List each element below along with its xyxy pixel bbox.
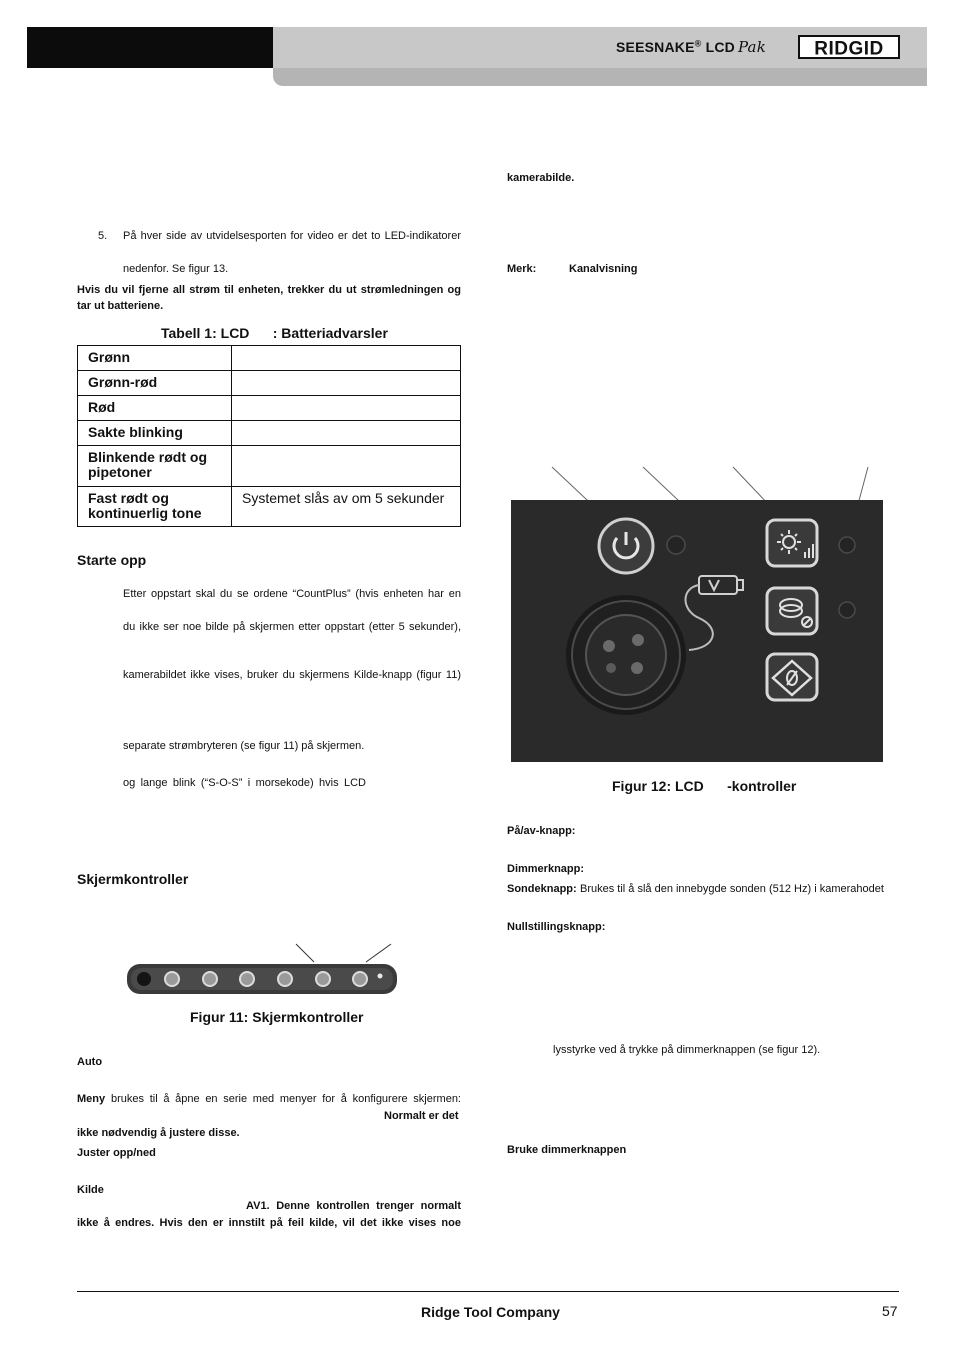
table-row [78,396,461,421]
table-cell: Fast rødt og kontinuerlig tone [78,487,232,527]
table-cell: Rød [78,396,232,421]
paragraph-line: kamerabilde. [507,172,575,184]
table-cell [232,371,461,396]
table-row [78,487,461,527]
sonde-button-icon [767,588,817,634]
callout-line [296,944,314,962]
reset-button-icon [767,654,817,700]
dimmer-button-icon [767,520,817,566]
paragraph-line: kamerabildet ikke vises, bruker du skjermens Kilde-knapp (figur 11) [123,669,461,681]
table-cell: Sakte blinking [78,421,232,446]
list-item-text: nedenfor. Se figur 13. [123,263,229,275]
term-label: På/av-knapp: [507,825,576,837]
paragraph-line: og lange blink (“S-O-S” i morsekode) hvis LCD [123,777,366,789]
term-label: Dimmerknapp: [507,863,585,875]
indicator-led [839,602,855,618]
lcd-controls-photo [511,500,883,762]
table-row [78,371,461,396]
paragraph-line: du ikke ser noe bilde på skjermen etter oppstart (etter 5 sekunder), [123,621,461,633]
paragraph-line: AV1. Denne kontrollen trenger normalt [246,1200,461,1212]
note-label: Merk: [507,263,537,275]
footer-company: Ridge Tool Company [421,1304,560,1320]
control-button [316,972,330,986]
indicator-led [839,537,855,553]
header-grey-tab [273,68,927,86]
section-heading: Skjermkontroller [77,871,189,887]
list-item-text: På hver side av utvidelsesporten for video er det to LED-indikatorer [123,230,461,242]
figure-caption: Figur 11: Skjermkontroller [190,1009,364,1025]
table-cell [232,346,461,371]
table-cell: Grønn-rød [78,371,232,396]
table-cell: Grønn [78,346,232,371]
table-cell: Systemet slås av om 5 sekunder [232,487,461,527]
control-button [240,972,254,986]
sensor-dot [137,972,151,986]
ridgid-logo [798,34,902,62]
term-label: Juster opp/ned [77,1147,156,1159]
note-text: Kanalvisning [569,263,638,275]
indicator-led [378,974,383,979]
warning-text: tar ut batteriene. [77,300,164,312]
table-title: Tabell 1: LCD : Batteriadvarsler [161,325,388,341]
term-label: Meny [77,1093,106,1105]
camera-connector-icon [566,595,686,715]
control-button [203,972,217,986]
term-label: Auto [77,1056,103,1068]
paragraph-line: Brukes til å slå den innebygde sonden (512 Hz) i kamerahodet [580,883,884,895]
table-cell [232,446,461,487]
paragraph-line: ikke å endres. Hvis den er innstilt på feil kilde, vil det ikke vises noe [77,1217,461,1229]
paragraph-line: lysstyrke ved å trykke på dimmerknappen (se figur 12). [553,1044,821,1056]
paragraph-line: Normalt er det [384,1110,459,1122]
battery-warnings-table [77,345,461,527]
term-label: Sondeknapp: [507,883,577,895]
paragraph-line: Etter oppstart skal du se ordene “CountPlus” (hvis enheten har en [123,588,461,600]
table-row [78,421,461,446]
term-label: Kilde [77,1184,104,1196]
table-row [78,446,461,487]
warning-text: Hvis du vil fjerne all strøm til enheten, trekker du ut strømledningen og [77,284,461,296]
svg-text:RIDGID: RIDGID [814,38,884,60]
header-black-bar [27,27,273,68]
screen-controls-figure [126,940,400,998]
power-button-icon [599,519,653,573]
callout-line [366,944,391,962]
section-heading: Bruke dimmerknappen [507,1144,627,1156]
paragraph-line: separate strømbryteren (se figur 11) på skjermen. [123,740,365,752]
table-row [78,346,461,371]
paragraph-line: brukes til å åpne en serie med menyer for å konfigurere skjermen: [111,1093,461,1105]
term-label: Nullstillingsknapp: [507,921,606,933]
indicator-led [667,536,685,554]
table-cell [232,421,461,446]
paragraph-line: ikke nødvendig å justere disse. [77,1127,240,1139]
footer-divider [77,1291,899,1292]
figure-caption: Figur 12: LCD -kontroller [612,778,797,794]
section-heading: Starte opp [77,552,147,568]
table-cell [232,396,461,421]
control-button [165,972,179,986]
table-cell: Blinkende rødt og pipetoner [78,446,232,487]
list-item-number: 5. [98,230,108,242]
page-number: 57 [882,1303,898,1319]
control-button [353,972,367,986]
product-name: SEESNAKE® LCD Pak [616,38,766,56]
control-button [278,972,292,986]
